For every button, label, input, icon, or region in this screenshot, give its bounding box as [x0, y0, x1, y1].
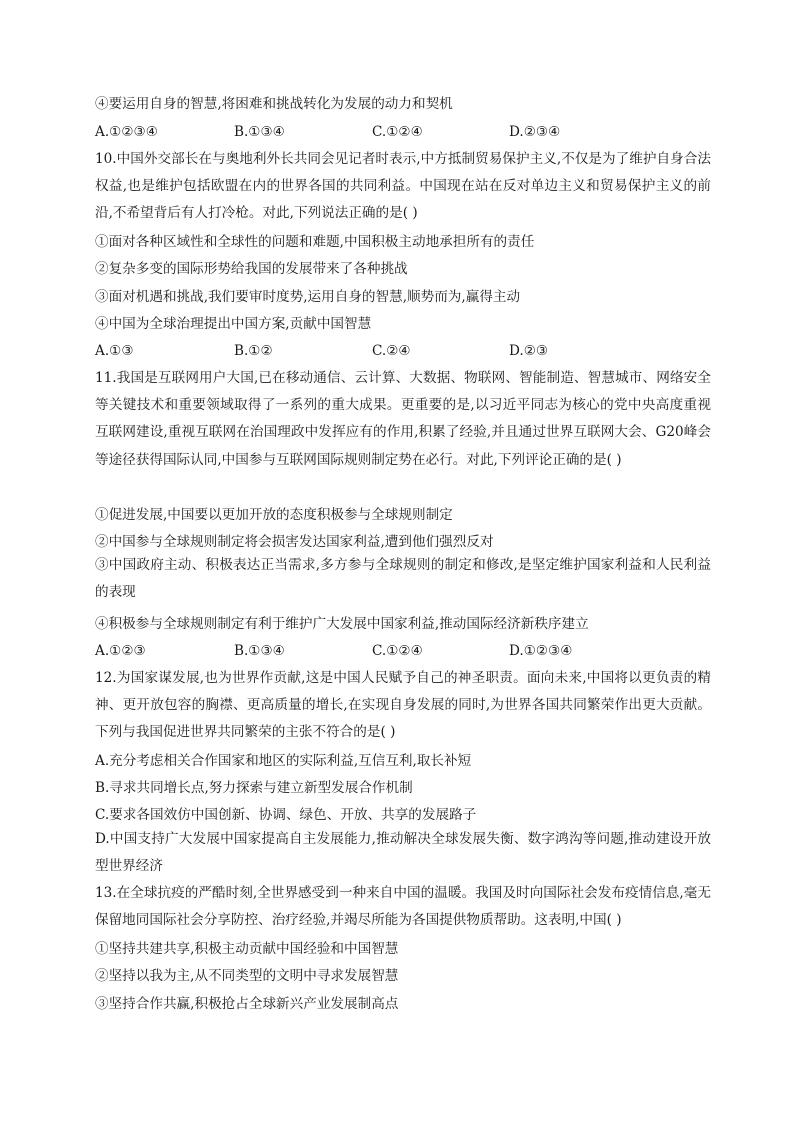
q13-item-3: ③坚持合作共赢,积极抢占全球新兴产业发展制高点 [95, 996, 399, 1012]
q11-option-b: B.①③④ [234, 643, 285, 659]
q11-option-c: C.①②④ [372, 643, 423, 659]
q11-stem: 11.我国是互联网用户大国,已在移动通信、云计算、大数据、物联网、智能制造、智慧城市、网络安全等关键技术和重要领域取得了一系列的重大成果。更重要的是,以习近平同志为核心的党中央高度重视互联网建设,重视互联网在治国理政中发挥应有的作用,积累了经验,并且通过世界互联网大会、G20峰会等途径获得国际认同,中国参与互联网国际规则制定势在必行。对此,下列评论正确的是( ) [95, 370, 711, 468]
q9-option-b: B.①③④ [234, 124, 285, 140]
q13-item-2: ②坚持以我为主,从不同类型的文明中寻求发展智慧 [95, 968, 399, 984]
q11-option-a: A.①②③ [95, 643, 146, 659]
q10-option-a: A.①③ [95, 343, 134, 359]
q12-option-b: B.寻求共同增长点,努力探索与建立新型发展合作机制 [95, 780, 413, 796]
q9-option-a: A.①②③④ [95, 124, 158, 140]
q9-option-c: C.①②④ [372, 124, 423, 140]
q11-item-1: ①促进发展,中国要以更加开放的态度积极参与全球规则制定 [95, 507, 453, 523]
q12-stem: 12.为国家谋发展,也为世界作贡献,这是中国人民赋予自己的神圣职责。面向未来,中国将以更负责的精神、更开放包容的胸襟、更高质量的增长,在实现自身发展的同时,为世界各国共同繁荣作出更大贡献。下列与我国促进世界共同繁荣的主张不符合的是( ) [95, 670, 711, 741]
q10-item-4: ④中国为全球治理提出中国方案,贡献中国智慧 [95, 316, 372, 332]
q10-stem: 10.中国外交部长在与奥地利外长共同会见记者时表示,中方抵制贸易保护主义,不仅是为了维护自身合法权益,也是维护包括欧盟在内的世界各国的共同利益。中国现在站在反对单边主义和贸易保护主义的前沿,不希望背后有人打冷枪。对此,下列说法正确的是( ) [95, 151, 711, 222]
q12-option-c: C.要求各国效仿中国创新、协调、绿色、开放、共享的发展路子 [95, 807, 477, 823]
q10-option-b: B.①② [234, 343, 273, 359]
q11-item-2: ②中国参与全球规则制定将会损害发达国家利益,遭到他们强烈反对 [95, 534, 494, 550]
q10-item-3: ③面对机遇和挑战,我们要审时度势,运用自身的智慧,顺势而为,赢得主动 [95, 289, 521, 305]
q11-item-4: ④积极参与全球规则制定有利于维护广大发展中国家利益,推动国际经济新秩序建立 [95, 616, 589, 632]
q9-option-d: D.②③④ [509, 124, 561, 140]
q12-option-a: A.充分考虑相关合作国家和地区的实际利益,互信互利,取长补短 [95, 753, 472, 769]
q13-item-1: ①坚持共建共享,积极主动贡献中国经验和中国智慧 [95, 941, 399, 957]
q12-option-d: D.中国支持广大发展中国家提高自主发展能力,推动解决全球发展失衡、数字鸿沟等问题,推动建设开放型世界经济 [95, 831, 711, 875]
q10-option-c: C.②④ [372, 343, 411, 359]
q10-item-2: ②复杂多变的国际形势给我国的发展带来了各种挑战 [95, 261, 408, 277]
q11-option-d: D.①②③④ [509, 643, 573, 659]
q10-option-d: D.②③ [509, 343, 549, 359]
q10-item-1: ①面对各种区域性和全球性的问题和难题,中国积极主动地承担所有的责任 [95, 234, 535, 250]
q11-item-3: ③中国政府主动、积极表达正当需求,多方参与全球规则的制定和修改,是坚定维护国家利益和人民利益的表现 [95, 557, 711, 601]
q9-item-4: ④要运用自身的智慧,将困难和挑战转化为发展的动力和契机 [95, 96, 453, 112]
q13-stem: 13.在全球抗疫的严酷时刻,全世界感受到一种来自中国的温暖。我国及时向国际社会发布疫情信息,毫无保留地同国际社会分享防控、治疗经验,并竭尽所能为各国提供物质帮助。这表明,中国( ) [95, 885, 711, 929]
